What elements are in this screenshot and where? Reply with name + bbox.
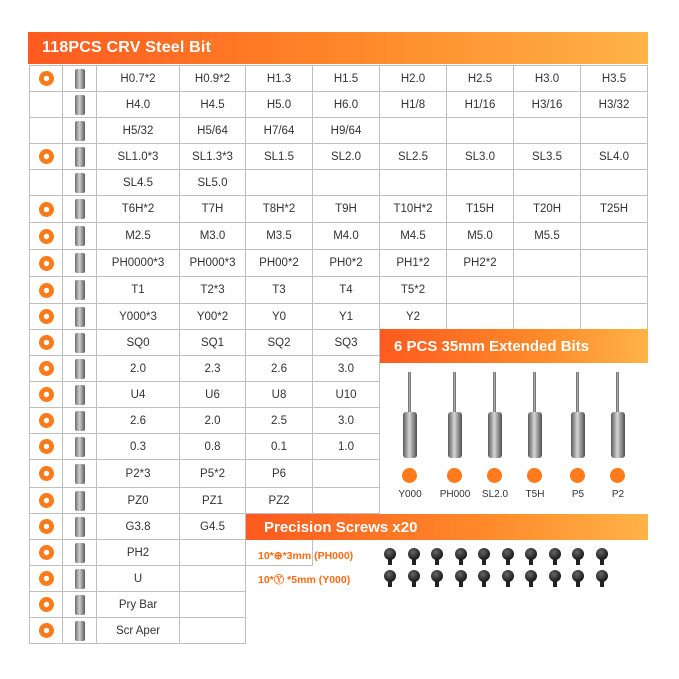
extended-bit-type-icon [527,468,542,483]
extended-bit-image [608,372,628,458]
bit-size-cell: H3.5 [581,66,648,92]
bit-size-cell: Pry Bar [97,592,180,618]
screw-icon [596,548,608,560]
bit-size-cell [180,618,246,644]
bit-size-cell [380,118,447,144]
bit-size-cell: H0.7*2 [97,66,180,92]
bit-image [75,173,85,193]
bit-size-cell: H1.5 [313,66,380,92]
extended-bit-type-icon [402,468,417,483]
pozidriv-icon-glyph [39,493,54,508]
pry-bar-icon-glyph [39,597,54,612]
tri-wing-icon [30,304,62,330]
bit-image [75,199,85,219]
bit-size-cell: H2.0 [380,66,447,92]
bit-size-cell: T25H [581,196,648,223]
bit-size-cell: U6 [180,382,246,408]
extended-bit-image [525,372,545,458]
bit-size-cell [581,223,648,250]
bit-size-cell: PH1*2 [380,250,447,277]
bit-image [75,437,85,457]
scraper-icon [30,618,62,644]
bit-image [75,517,85,537]
torx-icon [30,196,62,223]
bit-size-cell: 2.0 [180,408,246,434]
circle-icon [30,434,62,460]
extended-bit-image [400,372,420,458]
bit-image-cell [62,118,97,144]
bit-size-cell [514,118,581,144]
bit-size-cell [447,304,514,330]
bit-image-cell [62,460,97,488]
bit-image-cell [62,356,97,382]
bit-image [75,226,85,246]
bit-size-cell [581,170,648,196]
table-top-border [30,65,648,66]
bit-size-cell: H4.5 [180,92,246,118]
bit-size-cell: SQ1 [180,330,246,356]
cross-icon-glyph [39,413,54,428]
bit-size-cell: M3.5 [246,223,313,250]
circle-icon [30,566,62,592]
phillips-icon [30,540,62,566]
bit-size-cell [180,592,246,618]
extended-bit-label: SL2.0 [481,489,509,500]
screw-icon [384,570,396,582]
bit-size-cell: M5.5 [514,223,581,250]
slot-icon-glyph [39,149,54,164]
bit-size-cell: SL1.0*3 [97,144,180,170]
u-shape-icon [30,382,62,408]
screw-icon [408,548,420,560]
screw-icon [455,548,467,560]
pentalobe-icon [30,460,62,488]
bit-size-cell [180,540,246,566]
bit-size-cell: 2.6 [246,356,313,382]
precision-screws-title: Precision Screws x20 [264,519,418,536]
pry-bar-icon [30,592,62,618]
hex-socket-icon-glyph [39,229,54,244]
bit-size-cell: PH2*2 [447,250,514,277]
header-banner [28,32,648,64]
extended-bit-label: PH000 [439,489,471,500]
bit-size-cell [514,170,581,196]
bit-size-cell: H9/64 [313,118,380,144]
screw-icon [502,548,514,560]
square-icon [30,330,62,356]
hex-socket-icon [30,223,62,250]
extended-bit-type-icon [447,468,462,483]
extended-bit-image [485,372,505,458]
bit-size-cell [514,304,581,330]
bit-size-cell [581,118,648,144]
square-icon-glyph [39,335,54,350]
bit-size-cell [514,277,581,304]
bit-size-cell: SQ0 [97,330,180,356]
bit-image-cell [62,540,97,566]
precision-screws-banner [246,514,648,540]
scraper-icon-glyph [39,623,54,638]
bit-image [75,621,85,641]
bit-size-cell: P2*3 [97,460,180,488]
bit-size-cell: T4 [313,277,380,304]
bit-image [75,280,85,300]
screw-icon [572,548,584,560]
extended-bit-label: Y000 [398,489,422,500]
bit-image [75,333,85,353]
bit-size-cell: M2.5 [97,223,180,250]
extended-bit-label: P2 [611,489,625,500]
bit-image [75,385,85,405]
screw-icon [384,548,396,560]
bit-size-cell: SQ2 [246,330,313,356]
bit-size-cell: H2.5 [447,66,514,92]
screw-icon [572,570,584,582]
extended-bit-label: P5 [571,489,585,500]
bit-image-cell [62,618,97,644]
bit-size-cell: T3 [246,277,313,304]
bit-image-cell [62,488,97,514]
bit-size-cell: H3/16 [514,92,581,118]
bit-image [75,464,85,484]
screw-icon [525,570,537,582]
circle-icon-glyph [39,439,54,454]
bit-size-cell: P5*2 [180,460,246,488]
gear-icon [30,514,62,540]
bit-size-cell: Y000*3 [97,304,180,330]
bit-image-cell [62,304,97,330]
bit-size-cell: M3.0 [180,223,246,250]
bit-size-cell: PZ2 [246,488,313,514]
bit-size-cell: SL3.0 [447,144,514,170]
bit-size-cell: T15H [447,196,514,223]
pentalobe-icon-glyph [39,466,54,481]
screw-icon [502,570,514,582]
screw-icon [455,570,467,582]
screw-icon [408,570,420,582]
bit-size-cell: PH0000*3 [97,250,180,277]
bit-size-cell [246,170,313,196]
screw-row-2-label: 10*Ⓨ *5mm (Y000) [258,574,351,586]
bit-size-cell: SL1.5 [246,144,313,170]
bit-size-cell: 3.0 [313,408,380,434]
hex-icon-glyph [39,71,54,86]
bit-size-cell [313,488,380,514]
bit-size-cell: Y1 [313,304,380,330]
screw-icon [549,548,561,560]
bit-size-cell: T1 [97,277,180,304]
icon-cell-blank [30,170,62,196]
extended-bit-type-icon [570,468,585,483]
bit-size-cell [581,250,648,277]
bit-image-cell [62,92,97,118]
bit-image [75,595,85,615]
bit-image-cell [62,566,97,592]
bit-size-cell: T9H [313,196,380,223]
bit-size-cell: SL4.5 [97,170,180,196]
icon-cell-blank [30,92,62,118]
pozidriv-icon [30,488,62,514]
screw-icon [525,548,537,560]
bit-image-cell [62,223,97,250]
bit-size-cell: 0.1 [246,434,313,460]
bit-size-cell [447,118,514,144]
extended-bit-type-icon [487,468,502,483]
bit-image-cell [62,408,97,434]
screw-icon [478,570,490,582]
bit-size-cell: H0.9*2 [180,66,246,92]
bit-size-cell: SL1.3*3 [180,144,246,170]
bit-size-cell: G4.5 [180,514,246,540]
bit-size-cell: H5/32 [97,118,180,144]
bit-size-cell: M5.0 [447,223,514,250]
bit-image [75,147,85,167]
bit-size-cell: U8 [246,382,313,408]
bit-image-cell [62,382,97,408]
bit-size-cell: H3.0 [514,66,581,92]
u-shape-icon-glyph [39,387,54,402]
bit-size-cell: H1.3 [246,66,313,92]
bit-size-cell [380,170,447,196]
screw-icon [596,570,608,582]
bit-size-cell: SL2.0 [313,144,380,170]
screw-icon [431,548,443,560]
bit-size-cell: G3.8 [97,514,180,540]
phillips-icon-glyph [39,256,54,271]
bit-image-cell [62,170,97,196]
extended-bit-image [568,372,588,458]
bit-size-cell: Y00*2 [180,304,246,330]
extended-bit-image [445,372,465,458]
bit-size-cell: M4.5 [380,223,447,250]
icon-cell-blank [30,118,62,144]
bit-size-cell: PZ1 [180,488,246,514]
bit-size-cell: 0.3 [97,434,180,460]
bit-size-cell: Scr Aper [97,618,180,644]
bit-size-cell: SL3.5 [514,144,581,170]
bit-size-cell [447,170,514,196]
bit-size-cell [581,304,648,330]
phillips-icon-glyph [39,545,54,560]
bit-size-cell [313,460,380,488]
bit-size-cell: H1/8 [380,92,447,118]
bit-image [75,411,85,431]
bit-size-cell: H7/64 [246,118,313,144]
bit-size-cell [180,566,246,592]
bit-size-cell [447,277,514,304]
gear-icon-glyph [39,519,54,534]
torx-icon-glyph [39,202,54,217]
bit-size-cell: H6.0 [313,92,380,118]
header-title: 118PCS CRV Steel Bit [42,39,212,56]
bit-image [75,491,85,511]
bit-image-cell [62,144,97,170]
extended-bit-type-icon [610,468,625,483]
bit-size-cell: PH00*2 [246,250,313,277]
bit-size-cell: T10H*2 [380,196,447,223]
bit-size-cell: SL2.5 [380,144,447,170]
bit-size-cell [313,170,380,196]
bit-size-cell: T20H [514,196,581,223]
bit-size-cell: T8H*2 [246,196,313,223]
hex-icon [30,66,62,92]
bit-size-cell: H3/32 [581,92,648,118]
torx-plus-icon-glyph [39,283,54,298]
bit-size-cell: Y2 [380,304,447,330]
triangle-icon-glyph [39,361,54,376]
bit-image-cell [62,277,97,304]
bit-image [75,569,85,589]
bit-image-cell [62,250,97,277]
triangle-icon [30,356,62,382]
tri-wing-icon-glyph [39,309,54,324]
bit-size-cell: 0.8 [180,434,246,460]
bit-image [75,307,85,327]
bit-size-cell: T6H*2 [97,196,180,223]
bit-image [75,121,85,141]
bit-image-cell [62,196,97,223]
bit-size-cell: M4.0 [313,223,380,250]
screw-row-1-label: 10*⊕*3mm (PH000) [258,550,354,562]
extended-bit-label: T5H [525,489,545,500]
bit-size-cell: PH2 [97,540,180,566]
screw-icon [549,570,561,582]
bit-size-cell: H4.0 [97,92,180,118]
cross-icon [30,408,62,434]
bit-size-cell: U4 [97,382,180,408]
bit-image [75,359,85,379]
bit-image-cell [62,66,97,92]
bit-size-cell: 2.0 [97,356,180,382]
bit-size-cell: SL4.0 [581,144,648,170]
bit-image-cell [62,514,97,540]
bit-size-cell: PH000*3 [180,250,246,277]
bit-size-cell: T5*2 [380,277,447,304]
extended-bits-banner [380,329,648,363]
bit-image [75,95,85,115]
bit-size-cell: U [97,566,180,592]
bit-size-cell: U10 [313,382,380,408]
bit-image [75,543,85,563]
bit-size-cell: T2*3 [180,277,246,304]
bit-size-cell: 3.0 [313,356,380,382]
bit-image-cell [62,592,97,618]
bit-size-cell: P6 [246,460,313,488]
bit-size-cell: H5.0 [246,92,313,118]
bit-image [75,69,85,89]
phillips-icon [30,250,62,277]
bit-size-cell: SL5.0 [180,170,246,196]
bit-size-cell: SQ3 [313,330,380,356]
extended-bits-title: 6 PCS 35mm Extended Bits [394,338,590,355]
bit-size-cell [581,277,648,304]
bit-size-cell: PH0*2 [313,250,380,277]
torx-plus-icon [30,277,62,304]
table-left-border [29,65,30,644]
bit-size-cell: H5/64 [180,118,246,144]
slot-icon [30,144,62,170]
bit-image [75,253,85,273]
screw-icon [431,570,443,582]
bit-size-cell: 2.3 [180,356,246,382]
bit-image-cell [62,330,97,356]
bit-size-cell: 2.5 [246,408,313,434]
circle-icon-glyph [39,571,54,586]
bit-size-cell: Y0 [246,304,313,330]
bit-size-cell: PZ0 [97,488,180,514]
bit-image-cell [62,434,97,460]
bit-size-cell [514,250,581,277]
bit-size-cell: T7H [180,196,246,223]
bit-size-cell: H1/16 [447,92,514,118]
screw-icon [478,548,490,560]
bit-size-cell: 1.0 [313,434,380,460]
bit-size-cell: 2.6 [97,408,180,434]
